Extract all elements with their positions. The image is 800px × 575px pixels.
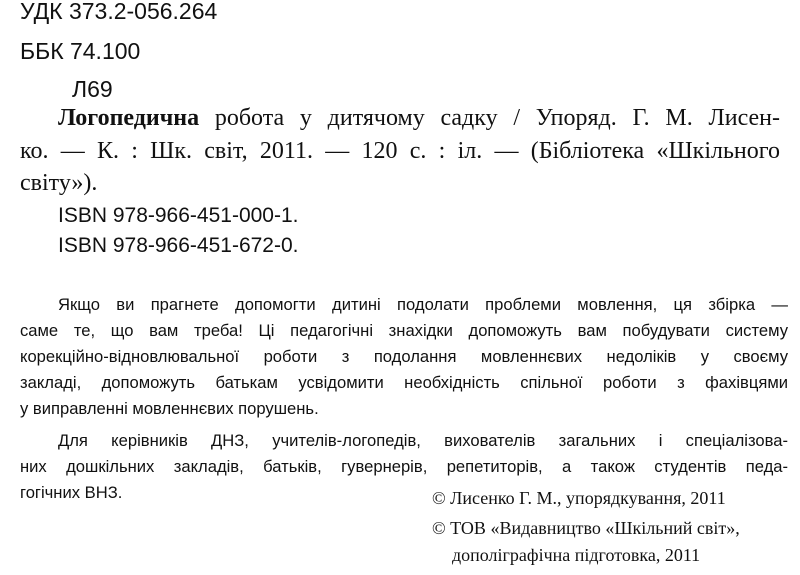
- author-mark: Л69: [72, 76, 113, 102]
- bibliographic-line-1-rest: робота у дитячому садку / Упоряд. Г. М. Лисен-: [199, 105, 780, 131]
- bbk-code: ББК 74.100: [20, 38, 141, 64]
- bibliographic-line-2: ко. — К. : Шк. світ, 2011. — 120 с. : іл. — (Бібліотека «Шкільного: [20, 138, 780, 164]
- annotation-p1-line-2: саме те, що вам треба! Ці педагогічні знахідки допоможуть вам побудувати систему: [20, 321, 788, 340]
- annotation-p2-line-1: Для керівників ДНЗ, учителів-логопедів, вихователів загальних і спеціалізова-: [58, 431, 788, 450]
- copyright-compiler: © Лисенко Г. М., упорядкування, 2011: [432, 488, 726, 508]
- annotation-p1-line-5: у виправленні мовленнєвих порушень.: [20, 399, 319, 418]
- udk-code: УДК 373.2-056.264: [20, 0, 218, 24]
- bibliographic-line-1: [58, 105, 780, 132]
- book-title-bold: Логопедична: [58, 105, 200, 131]
- bibliographic-line-3: світу»).: [20, 170, 98, 196]
- annotation-p1-line-3: корекційно-відновлювальної роботи з подолання мовленнєвих недоліків у своєму: [20, 347, 788, 366]
- annotation-p2-line-3: гогічних ВНЗ.: [20, 483, 123, 502]
- annotation-p1-line-4: закладі, допоможуть батькам усвідомити необхідність спільної роботи з фахівцями: [20, 373, 788, 392]
- copyright-publisher: © ТОВ «Видавництво «Шкільний світ»,: [432, 518, 740, 538]
- isbn-1: ISBN 978-966-451-000-1.: [58, 204, 299, 227]
- annotation-p1-line-1: Якщо ви прагнете допомогти дитині подолати проблеми мовлення, ця збірка —: [58, 295, 788, 314]
- copyright-prepress: дополіграфічна підготовка, 2011: [452, 545, 701, 565]
- isbn-2: ISBN 978-966-451-672-0.: [58, 234, 299, 257]
- annotation-p2-line-2: них дошкільних закладів, батьків, гувернерів, репетиторів, а також студентів педа-: [20, 457, 788, 476]
